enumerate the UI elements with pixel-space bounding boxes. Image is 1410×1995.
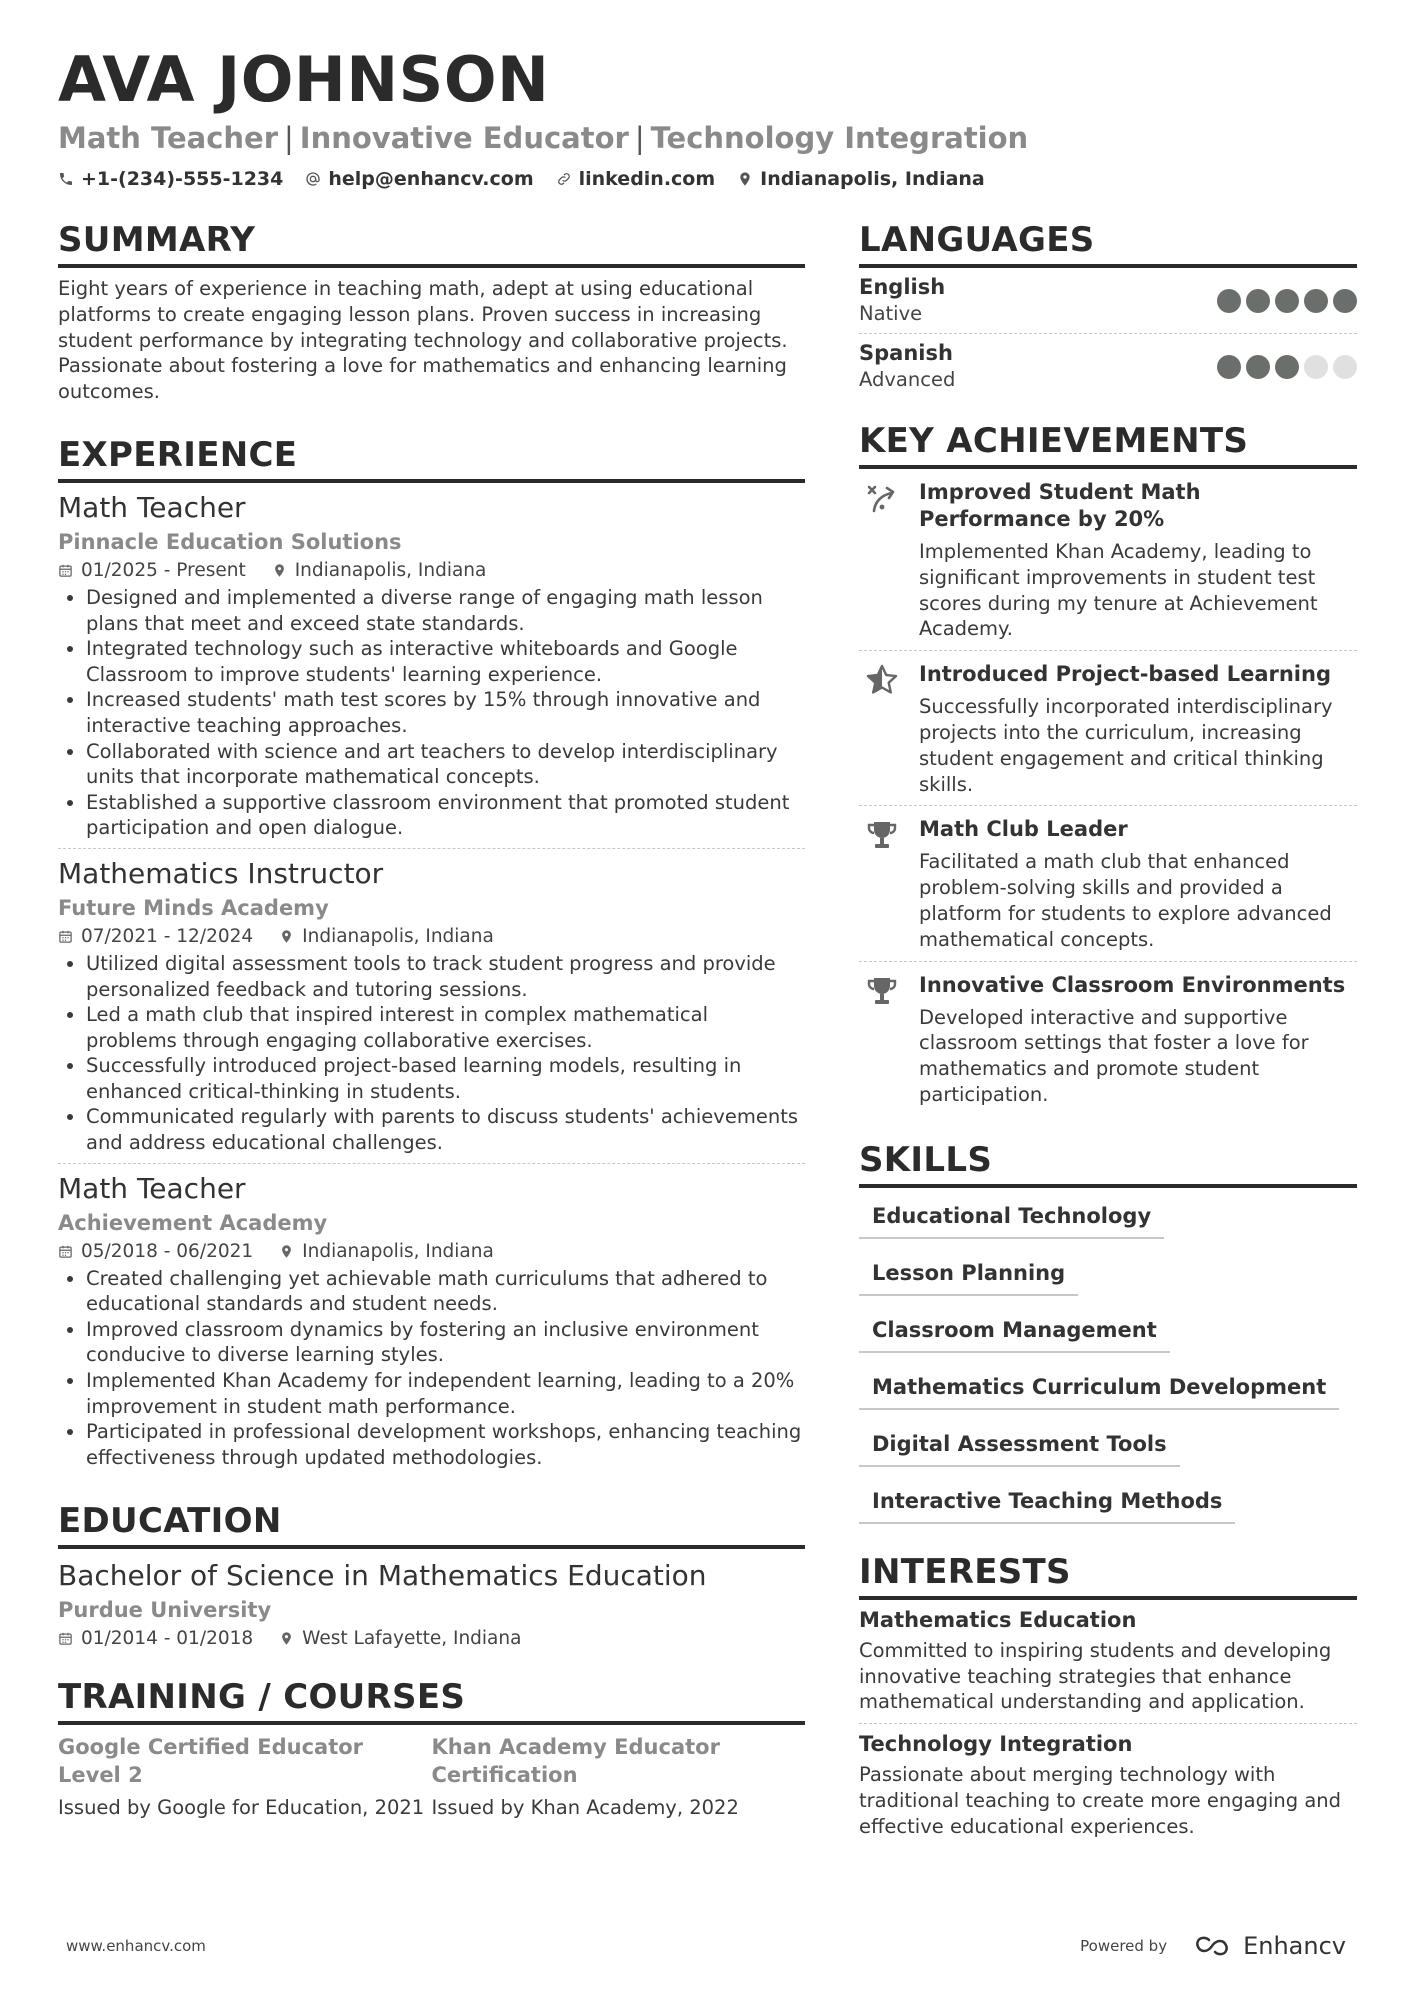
company-name: Pinnacle Education Solutions — [58, 529, 402, 554]
proficiency-dot — [1275, 289, 1299, 313]
job-entry — [58, 849, 805, 1164]
job-entry — [58, 483, 805, 849]
skill-tag: Mathematics Curriculum Development — [859, 1369, 1339, 1410]
location-pin-icon — [272, 563, 287, 578]
language-name: English — [859, 275, 946, 299]
bullet-item: • Established a supportive classroom environment that promoted student participation and open dialogue. — [86, 790, 805, 841]
section-title: EXPERIENCE — [58, 433, 805, 483]
dates-text: 05/2018 - 06/2021 — [81, 1240, 254, 1262]
achievement-list — [859, 469, 1357, 1116]
skill-row — [859, 1312, 1357, 1369]
headline-separator: | — [634, 121, 645, 155]
interest-item — [859, 1724, 1357, 1847]
interest-description: Passionate about merging technology with traditional teaching to create more engaging and effective educational experiences. — [859, 1763, 1342, 1838]
skill-tag: Lesson Planning — [859, 1255, 1078, 1296]
achievement-body — [919, 816, 1357, 952]
bullet-item: • Successfully introduced project-based learning models, resulting in enhanced critical-thinking in students. — [86, 1053, 805, 1104]
contact-location — [737, 168, 985, 190]
brand-name: Enhancv — [1243, 1932, 1346, 1960]
candidate-name: AVA JOHNSON — [58, 43, 550, 116]
proficiency-dot — [1275, 355, 1299, 379]
language-level: Advanced — [859, 368, 956, 391]
job-meta — [58, 560, 805, 581]
linkedin-text: linkedin.com — [578, 168, 716, 190]
company-name: Achievement Academy — [58, 1210, 328, 1235]
phone-icon — [58, 171, 74, 187]
course-issuer: Issued by Khan Academy, 2022 — [431, 1796, 739, 1820]
achievement-description: Successfully incorporated interdisciplinary projects into the curriculum, increasing student engagement and critical thinking skills. — [919, 695, 1333, 796]
proficiency-dot — [1246, 355, 1270, 379]
course-list — [58, 1733, 805, 1821]
proficiency-dot — [1217, 289, 1241, 313]
bullet-item: • Communicated regularly with parents to discuss students' achievements and address educational challenges. — [86, 1104, 805, 1155]
course-issuer: Issued by Google for Education, 2021 — [58, 1796, 425, 1820]
bullet-item: • Implemented Khan Academy for independent learning, leading to a 20% improvement in student math performance. — [86, 1368, 805, 1419]
calendar-icon — [58, 1244, 73, 1259]
interests-section — [859, 1550, 1357, 1848]
company-name: Future Minds Academy — [58, 895, 329, 920]
summary-text: Eight years of experience in teaching math, adept at using educational platforms to create engaging lesson plans. Proven success in increasing student performance by integrating technology and collaborative projects. Passionate about fostering a love for mathematics and enhancing learning outcomes. — [58, 277, 788, 404]
skills-section — [859, 1138, 1357, 1540]
job-meta — [58, 1241, 805, 1262]
location-pin-icon — [279, 1244, 294, 1259]
location-text: Indianapolis, Indiana — [760, 168, 985, 190]
job-dates — [58, 560, 246, 581]
language-list — [859, 268, 1357, 399]
achievement-body — [919, 972, 1357, 1108]
at-icon — [305, 171, 321, 187]
headline-part: Technology Integration — [650, 121, 1029, 155]
section-title: INTERESTS — [859, 1550, 1357, 1600]
bullet-item: • Improved classroom dynamics by fostering an inclusive environment conducive to diverse learning styles. — [86, 1317, 805, 1368]
achievement-description: Facilitated a math club that enhanced problem-solving skills and provided a platform for students to explore advanced mathematical concepts. — [919, 850, 1332, 951]
language-name: Spanish — [859, 341, 953, 365]
course-title: Google Certified Educator Level 2 — [58, 1735, 364, 1788]
footer — [66, 1932, 1346, 1960]
language-info — [859, 274, 945, 327]
proficiency-dot — [1246, 289, 1270, 313]
education-location — [279, 1628, 521, 1649]
proficiency-dots — [1217, 355, 1357, 379]
section-title: TRAINING / COURSES — [58, 1675, 805, 1725]
section-title: SKILLS — [859, 1138, 1357, 1188]
contact-email[interactable] — [305, 168, 533, 190]
education-dates — [58, 1628, 253, 1649]
section-title: EDUCATION — [58, 1499, 805, 1549]
job-location — [279, 926, 494, 947]
language-row — [859, 334, 1357, 399]
skill-row — [859, 1483, 1357, 1540]
course-title: Khan Academy Educator Certification — [431, 1735, 720, 1788]
phone-text: +1-(234)-555-1234 — [81, 168, 284, 190]
skill-row — [859, 1426, 1357, 1483]
proficiency-dot — [1333, 355, 1357, 379]
achievement-title: Introduced Project-based Learning — [919, 662, 1331, 687]
dates-text: 01/2014 - 01/2018 — [81, 1628, 254, 1650]
star-icon — [859, 661, 905, 797]
interest-title: Technology Integration — [859, 1732, 1133, 1757]
job-title: Math Teacher — [58, 490, 246, 524]
link-icon — [556, 171, 572, 187]
calendar-icon — [58, 563, 73, 578]
resume-header — [58, 44, 1358, 190]
trophy-icon — [859, 972, 905, 1108]
enhancv-logo-icon — [1189, 1934, 1235, 1958]
school-name: Purdue University — [58, 1598, 272, 1623]
location-pin-icon — [279, 1631, 294, 1646]
headline — [58, 118, 1358, 158]
job-meta — [58, 926, 805, 947]
headline-part: Math Teacher — [58, 121, 279, 155]
contact-bar — [58, 168, 1358, 190]
location-text: West Lafayette, Indiana — [302, 1628, 522, 1650]
job-title: Math Teacher — [58, 1171, 246, 1205]
bullet-item: • Utilized digital assessment tools to track student progress and provide personalized feedback and tutoring sessions. — [86, 951, 805, 1002]
location-pin-icon — [737, 171, 753, 187]
contact-linkedin[interactable] — [556, 168, 716, 190]
job-entry — [58, 1164, 805, 1478]
right-column — [859, 218, 1357, 1848]
interest-item — [859, 1600, 1357, 1724]
education-section — [58, 1499, 805, 1649]
powered-by — [1080, 1932, 1346, 1960]
achievement-title: Math Club Leader — [919, 817, 1128, 842]
course-item — [58, 1733, 432, 1821]
trophy-icon — [859, 816, 905, 952]
languages-section — [859, 218, 1357, 399]
job-dates — [58, 926, 253, 947]
summary-section — [58, 218, 805, 405]
dates-text: 01/2025 - Present — [81, 559, 246, 581]
degree-title: Bachelor of Science in Mathematics Education — [58, 1559, 707, 1593]
location-text: Indianapolis, Indiana — [302, 1240, 494, 1262]
achievement-item — [859, 651, 1357, 806]
achievement-body — [919, 479, 1357, 642]
brand-logo[interactable] — [1189, 1932, 1346, 1960]
bullet-item: • Collaborated with science and art teachers to develop interdisciplinary units that incorporate mathematical concepts. — [86, 739, 805, 790]
headline-part: Innovative Educator — [299, 121, 629, 155]
proficiency-dot — [1333, 289, 1357, 313]
achievements-section — [859, 419, 1357, 1116]
skill-tag: Interactive Teaching Methods — [859, 1483, 1235, 1524]
achievement-body — [919, 661, 1357, 797]
interest-list — [859, 1600, 1357, 1848]
section-title: LANGUAGES — [859, 218, 1357, 268]
email-text: help@enhancv.com — [328, 168, 534, 190]
proficiency-dot — [1304, 289, 1328, 313]
location-text: Indianapolis, Indiana — [302, 925, 494, 947]
contact-phone[interactable] — [58, 168, 283, 190]
bullet-item: • Participated in professional development workshops, enhancing teaching effectiveness through updated methodologies. — [86, 1419, 805, 1470]
bullet-list — [58, 1266, 805, 1471]
bullet-item: • Integrated technology such as interactive whiteboards and Google Classroom to improve students' learning experience. — [86, 636, 805, 687]
calendar-icon — [58, 929, 73, 944]
skill-tag: Classroom Management — [859, 1312, 1170, 1353]
interest-title: Mathematics Education — [859, 1607, 1137, 1632]
achievement-item — [859, 806, 1357, 961]
dates-text: 07/2021 - 12/2024 — [81, 925, 254, 947]
achievement-description: Developed interactive and supportive classroom settings that foster a love for mathematics and promote student participation. — [919, 1005, 1309, 1106]
proficiency-dot — [1217, 355, 1241, 379]
bullet-list — [58, 585, 805, 841]
achievement-description: Implemented Khan Academy, leading to significant improvements in student test scores during my tenure at Achievement Academy. — [919, 540, 1318, 641]
achievement-item — [859, 962, 1357, 1116]
achievement-item — [859, 469, 1357, 651]
job-dates — [58, 1241, 253, 1262]
location-text: Indianapolis, Indiana — [294, 559, 487, 581]
section-title: KEY ACHIEVEMENTS — [859, 419, 1357, 469]
training-section — [58, 1675, 805, 1821]
headline-separator: | — [284, 121, 294, 155]
job-list — [58, 483, 805, 1477]
language-info — [859, 340, 955, 393]
strategy-icon — [859, 479, 905, 642]
achievement-title: Improved Student Math Performance by 20% — [919, 480, 1201, 531]
section-title: SUMMARY — [58, 218, 805, 268]
skill-row — [859, 1198, 1357, 1255]
skill-list — [859, 1188, 1357, 1540]
skill-row — [859, 1255, 1357, 1312]
skill-tag: Digital Assessment Tools — [859, 1426, 1180, 1467]
skill-row — [859, 1369, 1357, 1426]
footer-website[interactable]: www.enhancv.com — [66, 1937, 206, 1955]
proficiency-dots — [1217, 289, 1357, 313]
bullet-item: • Created challenging yet achievable math curriculums that adhered to educational standards and student needs. — [86, 1266, 805, 1317]
experience-section — [58, 433, 805, 1477]
language-row — [859, 268, 1357, 334]
achievement-title: Innovative Classroom Environments — [919, 972, 1346, 997]
bullet-item: • Increased students' math test scores by 15% through innovative and interactive teaching approaches. — [86, 687, 805, 738]
job-location — [272, 560, 487, 581]
education-meta — [58, 1628, 805, 1649]
job-location — [279, 1241, 494, 1262]
proficiency-dot — [1304, 355, 1328, 379]
language-level: Native — [859, 302, 923, 325]
bullet-item: • Designed and implemented a diverse range of engaging math lesson plans that meet and exceed state standards. — [86, 585, 805, 636]
bullet-item: • Led a math club that inspired interest in complex mathematical problems through engaging collaborative exercises. — [86, 1002, 805, 1053]
course-item — [432, 1733, 806, 1821]
calendar-icon — [58, 1631, 73, 1646]
bullet-list — [58, 951, 805, 1156]
job-title: Mathematics Instructor — [58, 856, 384, 890]
skill-tag: Educational Technology — [859, 1198, 1164, 1239]
location-pin-icon — [279, 929, 294, 944]
interest-description: Committed to inspiring students and developing innovative teaching strategies that enhance mathematical understanding and application. — [859, 1638, 1332, 1714]
powered-by-label: Powered by — [1080, 1937, 1168, 1955]
left-column — [58, 218, 805, 1821]
